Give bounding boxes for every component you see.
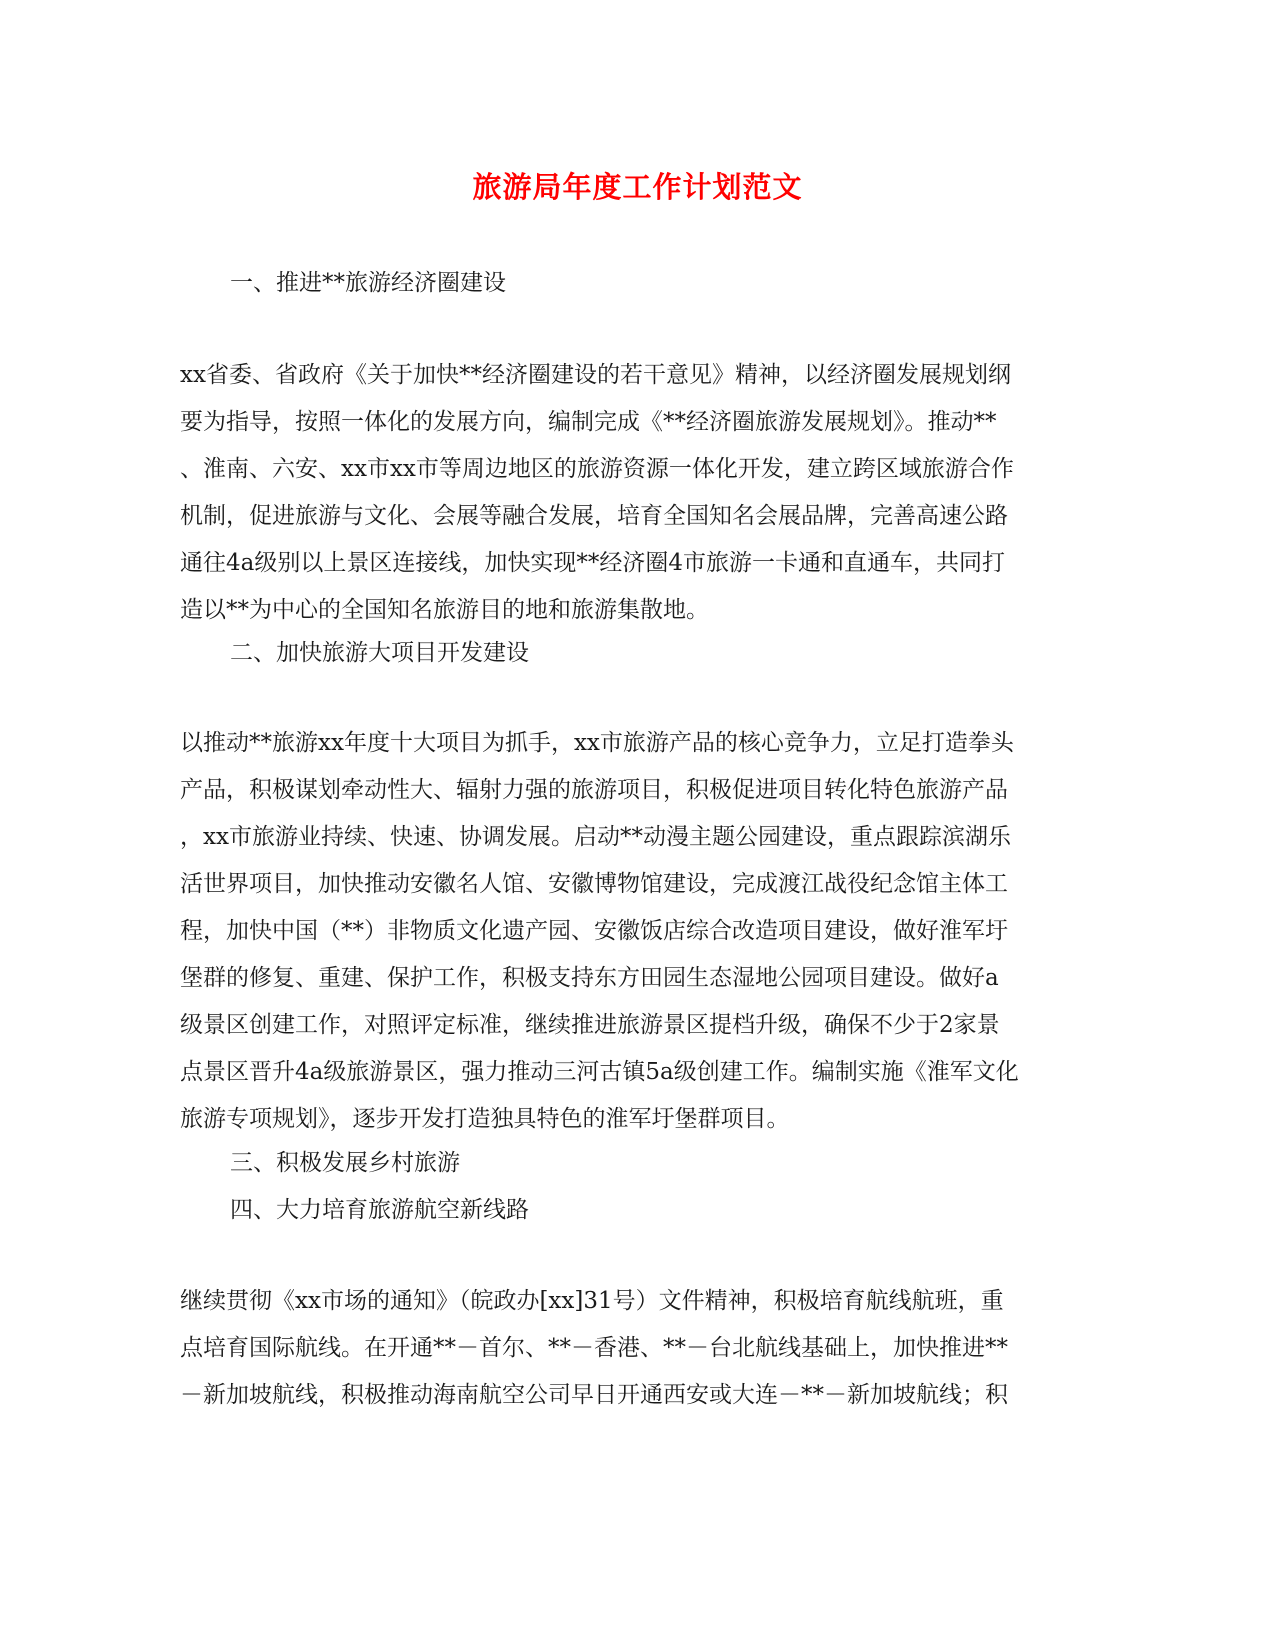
paragraph-line: ，xx市旅游业持续、快速、协调发展。启动**动漫主题公园建设，重点跟踪滨湖乐 [180,824,1011,850]
paragraph-line: 以推动**旅游xx年度十大项目为抓手，xx市旅游产品的核心竞争力，立足打造拳头 [180,730,1014,756]
paragraph-line: 通往4a级别以上景区连接线，加快实现**经济圈4市旅游一卡通和直通车，共同打 [180,550,1005,576]
section-heading-1: 一、推进**旅游经济圈建设 [230,270,506,296]
section-paragraph-2 [180,720,1060,1143]
paragraph-line: 造以**为中心的全国知名旅游目的地和旅游集散地。 [180,597,709,623]
paragraph-line: 级景区创建工作，对照评定标准，继续推进旅游景区提档升级，确保不少于2家景 [180,1012,1000,1038]
paragraph-line: 程，加快中国（**）非物质文化遗产园、安徽饭店综合改造项目建设，做好淮军圩 [180,918,1008,944]
section-heading-2: 二、加快旅游大项目开发建设 [230,640,529,666]
paragraph-line: 点景区晋升4a级旅游景区，强力推动三河古镇5a级创建工作。编制实施《淮军文化 [180,1059,1019,1085]
paragraph-line: 机制，促进旅游与文化、会展等融合发展，培育全国知名会展品牌，完善高速公路 [180,503,1008,529]
paragraph-line: 产品，积极谋划牵动性大、辐射力强的旅游项目，积极促进项目转化特色旅游产品 [180,777,1008,803]
paragraph-line: xx省委、省政府《关于加快**经济圈建设的若干意见》精神，以经济圈发展规划纲 [180,362,1011,388]
section-paragraph-4 [180,1278,1060,1419]
document-title: 旅游局年度工作计划范文 [472,170,803,204]
section-heading-3: 三、积极发展乡村旅游 [230,1150,460,1176]
paragraph-line: 堡群的修复、重建、保护工作，积极支持东方田园生态湿地公园项目建设。做好a [180,965,999,991]
paragraph-line: 继续贯彻《xx市场的通知》（皖政办[xx]31号）文件精神，积极培育航线航班，重 [180,1288,1004,1314]
paragraph-line: 要为指导，按照一体化的发展方向，编制完成《**经济圈旅游发展规划》。推动** [180,409,997,435]
paragraph-line: 旅游专项规划》，逐步开发打造独具特色的淮军圩堡群项目。 [180,1106,790,1132]
paragraph-line: 、淮南、六安、xx市xx市等周边地区的旅游资源一体化开发，建立跨区域旅游合作 [180,456,1014,482]
section-heading-4: 四、大力培育旅游航空新线路 [230,1197,529,1223]
paragraph-line: 点培育国际航线。在开通**－首尔、**－香港、**－台北航线基础上，加快推进** [180,1335,1008,1361]
section-paragraph-1 [180,352,1060,634]
paragraph-line: －新加坡航线，积极推动海南航空公司早日开通西安或大连－**－新加坡航线；积 [180,1382,1008,1408]
paragraph-line: 活世界项目，加快推动安徽名人馆、安徽博物馆建设，完成渡江战役纪念馆主体工 [180,871,1008,897]
